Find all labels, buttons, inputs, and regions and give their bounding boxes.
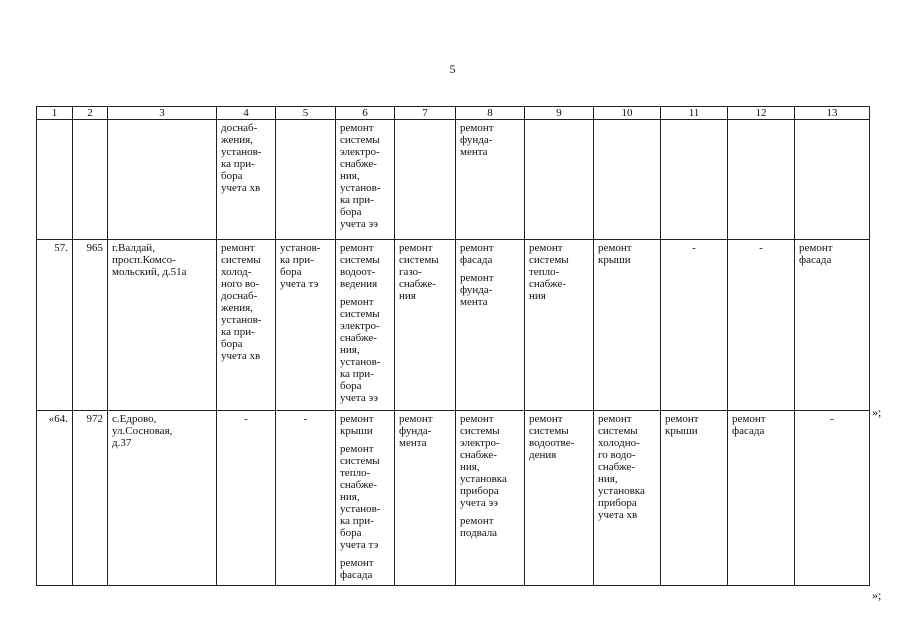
header-cell-6: 6	[336, 107, 395, 120]
cell-text-line: системы	[340, 254, 380, 266]
table-cell-col-5	[276, 240, 336, 411]
cell-text-line: фунда-	[399, 425, 432, 437]
cell-text-line: установ-	[221, 146, 262, 158]
cell-text-line: системы	[340, 308, 380, 320]
cell-text-line: снабже-	[340, 479, 377, 491]
cell-paragraph	[460, 515, 520, 539]
cell-text-line: с.Едрово,	[112, 413, 157, 425]
cell-paragraph	[529, 242, 589, 302]
cell-text-line: системы	[529, 254, 569, 266]
cell-text-line: холодно-	[598, 437, 640, 449]
cell-text-line: доснаб-	[221, 290, 258, 302]
cell-text-line: ремонт	[529, 242, 563, 254]
cell-text-line: установ-	[280, 242, 321, 254]
cell-text-line: прибора	[460, 485, 499, 497]
table-cell-col-5	[276, 120, 336, 240]
cell-text-line: электро-	[460, 437, 500, 449]
cell-text-line: ния,	[340, 344, 360, 356]
cell-text-line: дения	[529, 449, 557, 461]
table-cell-col-1: 57.	[37, 240, 73, 411]
cell-text-line: бора	[221, 338, 243, 350]
cell-text-line: ремонт	[340, 557, 374, 569]
header-cell-1: 1	[37, 107, 73, 120]
row-suffix-64: »;	[872, 588, 882, 602]
cell-text-line: ремонт	[460, 122, 494, 134]
cell-text-line: ул.Сосновая,	[112, 425, 173, 437]
cell-text-line: ремонт	[529, 413, 563, 425]
table-cell-col-12: -	[728, 240, 795, 411]
cell-text-line: снабже-	[598, 461, 635, 473]
cell-text-line: фунда-	[460, 284, 493, 296]
table-row	[37, 240, 870, 411]
table-cell-col-6	[336, 411, 395, 586]
table-cell-col-2: 972	[73, 411, 108, 586]
cell-text-line: водоот-	[340, 266, 376, 278]
table-row	[37, 411, 870, 586]
cell-text-line: ремонт	[340, 413, 374, 425]
cell-text-line: прибора	[598, 497, 637, 509]
table-cell-col-4: -	[217, 411, 276, 586]
header-cell-8: 8	[456, 107, 525, 120]
header-cell-3: 3	[108, 107, 217, 120]
header-cell-11: 11	[661, 107, 728, 120]
cell-paragraph	[221, 242, 271, 362]
cell-text-line: ния	[529, 290, 546, 302]
cell-text-line: учета тэ	[280, 278, 319, 290]
cell-text-line: ремонт	[340, 443, 374, 455]
header-cell-10: 10	[594, 107, 661, 120]
cell-text-line: просп.Комсо-	[112, 254, 176, 266]
cell-text-line: бора	[221, 170, 243, 182]
cell-text-line: учета тэ	[340, 539, 379, 551]
cell-text-line: ремонт	[460, 515, 494, 527]
cell-text-line: системы	[399, 254, 439, 266]
cell-text-line: тепло-	[340, 467, 371, 479]
cell-paragraph	[112, 413, 212, 449]
cell-paragraph	[460, 122, 520, 158]
cell-text-line: ния,	[340, 170, 360, 182]
cell-text-line: ремонт	[399, 413, 433, 425]
cell-text-line: ремонт	[799, 242, 833, 254]
cell-text-line: крыши	[665, 425, 698, 437]
cell-text-line: ния,	[340, 491, 360, 503]
cell-text-line: фасада	[460, 254, 493, 266]
cell-text-line: снабже-	[340, 332, 377, 344]
cell-paragraph	[460, 272, 520, 308]
row-suffix-57: »;	[872, 405, 882, 419]
header-row	[37, 107, 870, 120]
cell-text-line: водоотве-	[529, 437, 575, 449]
cell-text-line: ния,	[460, 461, 480, 473]
cell-text-line: бора	[340, 380, 362, 392]
cell-text-line: фунда-	[460, 134, 493, 146]
table-cell-col-9	[525, 120, 594, 240]
cell-text-line: установка	[598, 485, 645, 497]
cell-text-line: ремонт	[598, 242, 632, 254]
cell-text-line: ремонт	[340, 122, 374, 134]
table-cell-col-7	[395, 120, 456, 240]
cell-text-line: ремонт	[340, 296, 374, 308]
table-row	[37, 120, 870, 240]
cell-paragraph	[732, 413, 790, 437]
cell-text-line: крыши	[598, 254, 631, 266]
table-cell-col-10	[594, 240, 661, 411]
cell-text-line: бора	[340, 527, 362, 539]
cell-text-line: ремонт	[399, 242, 433, 254]
header-cell-9: 9	[525, 107, 594, 120]
cell-text-line: учета ээ	[340, 218, 378, 230]
header-cell-12: 12	[728, 107, 795, 120]
table-cell-col-7	[395, 240, 456, 411]
cell-text-line: учета хв	[221, 182, 261, 194]
cell-text-line: учета ээ	[340, 392, 378, 404]
table-cell-col-13	[795, 240, 870, 411]
works-table	[36, 106, 870, 586]
cell-paragraph	[340, 443, 390, 551]
cell-paragraph	[460, 242, 520, 266]
cell-text-line: го водо-	[598, 449, 636, 461]
cell-text-line: ремонт	[221, 242, 255, 254]
cell-text-line: учета хв	[598, 509, 638, 521]
header-cell-5: 5	[276, 107, 336, 120]
cell-paragraph	[112, 242, 212, 278]
cell-paragraph	[340, 296, 390, 404]
page-number: 5	[449, 62, 456, 76]
table-cell-col-1: «64.	[37, 411, 73, 586]
cell-text-line: тепло-	[529, 266, 560, 278]
cell-text-line: подвала	[460, 527, 498, 539]
cell-paragraph	[529, 413, 589, 461]
cell-text-line: ремонт	[598, 413, 632, 425]
table-cell-col-12	[728, 120, 795, 240]
cell-text-line: мента	[460, 296, 488, 308]
cell-text-line: системы	[340, 134, 380, 146]
cell-text-line: ного во-	[221, 278, 260, 290]
cell-text-line: ремонт	[460, 272, 494, 284]
table-cell-col-3	[108, 411, 217, 586]
cell-text-line: ния	[399, 290, 416, 302]
cell-paragraph	[598, 242, 656, 266]
table-cell-col-11: -	[661, 240, 728, 411]
header-cell-7: 7	[395, 107, 456, 120]
header-cell-4: 4	[217, 107, 276, 120]
table-cell-col-4	[217, 120, 276, 240]
table-cell-col-10	[594, 120, 661, 240]
table-cell-col-10	[594, 411, 661, 586]
cell-text-line: системы	[598, 425, 638, 437]
header-cell-13: 13	[795, 107, 870, 120]
table-cell-col-12	[728, 411, 795, 586]
cell-text-line: ка при-	[221, 326, 255, 338]
cell-paragraph	[340, 557, 390, 581]
cell-text-line: электро-	[340, 146, 380, 158]
cell-paragraph	[340, 413, 390, 437]
table-cell-col-13	[795, 120, 870, 240]
cell-text-line: установ-	[340, 503, 381, 515]
cell-text-line: мента	[460, 146, 488, 158]
table-cell-col-3	[108, 120, 217, 240]
cell-text-line: ремонт	[340, 242, 374, 254]
cell-paragraph	[399, 413, 451, 449]
table-cell-col-1	[37, 120, 73, 240]
table-cell-col-5: -	[276, 411, 336, 586]
cell-paragraph	[665, 413, 723, 437]
table-cell-col-9	[525, 240, 594, 411]
cell-text-line: системы	[221, 254, 261, 266]
cell-text-line: электро-	[340, 320, 380, 332]
cell-text-line: мольский, д.51а	[112, 266, 187, 278]
table-cell-col-8	[456, 120, 525, 240]
cell-text-line: бора	[280, 266, 302, 278]
cell-text-line: ремонт	[460, 242, 494, 254]
table-cell-col-8	[456, 240, 525, 411]
cell-paragraph	[340, 242, 390, 290]
cell-text-line: бора	[340, 206, 362, 218]
cell-paragraph	[460, 413, 520, 509]
cell-text-line: ка при-	[340, 515, 374, 527]
cell-text-line: системы	[460, 425, 500, 437]
cell-text-line: ремонт	[665, 413, 699, 425]
cell-text-line: ведения	[340, 278, 378, 290]
cell-text-line: г.Валдай,	[112, 242, 155, 254]
cell-text-line: системы	[340, 455, 380, 467]
table-cell-col-9	[525, 411, 594, 586]
table-cell-col-4	[217, 240, 276, 411]
cell-text-line: крыши	[340, 425, 373, 437]
cell-paragraph	[799, 242, 865, 266]
cell-text-line: мента	[399, 437, 427, 449]
cell-text-line: учета ээ	[460, 497, 498, 509]
cell-text-line: жения,	[221, 302, 253, 314]
cell-text-line: ремонт	[732, 413, 766, 425]
table-cell-col-13: -	[795, 411, 870, 586]
table-cell-col-11	[661, 120, 728, 240]
table-cell-col-3	[108, 240, 217, 411]
cell-text-line: холод-	[221, 266, 252, 278]
table-cell-col-2: 965	[73, 240, 108, 411]
table-cell-col-7	[395, 411, 456, 586]
cell-text-line: фасада	[732, 425, 765, 437]
cell-paragraph	[598, 413, 656, 521]
header-cell-2: 2	[73, 107, 108, 120]
cell-text-line: учета хв	[221, 350, 261, 362]
cell-paragraph	[221, 122, 271, 194]
cell-text-line: газо-	[399, 266, 422, 278]
table-cell-col-8	[456, 411, 525, 586]
cell-paragraph	[340, 122, 390, 230]
table-cell-col-2	[73, 120, 108, 240]
cell-paragraph	[280, 242, 331, 290]
table-cell-col-6	[336, 120, 395, 240]
cell-text-line: снабже-	[340, 158, 377, 170]
cell-text-line: фасада	[799, 254, 832, 266]
cell-text-line: снабже-	[529, 278, 566, 290]
cell-text-line: установ-	[340, 182, 381, 194]
cell-text-line: ка при-	[221, 158, 255, 170]
cell-text-line: системы	[529, 425, 569, 437]
cell-text-line: снабже-	[399, 278, 436, 290]
cell-text-line: установ-	[340, 356, 381, 368]
cell-text-line: ния,	[598, 473, 618, 485]
cell-text-line: жения,	[221, 134, 253, 146]
cell-paragraph	[399, 242, 451, 302]
cell-text-line: доснаб-	[221, 122, 258, 134]
cell-text-line: установ-	[221, 314, 262, 326]
cell-text-line: ремонт	[460, 413, 494, 425]
cell-text-line: установка	[460, 473, 507, 485]
cell-text-line: ка при-	[340, 194, 374, 206]
cell-text-line: снабже-	[460, 449, 497, 461]
cell-text-line: ка при-	[340, 368, 374, 380]
table-cell-col-11	[661, 411, 728, 586]
cell-text-line: фасада	[340, 569, 373, 581]
cell-text-line: д.37	[112, 437, 132, 449]
cell-text-line: ка при-	[280, 254, 314, 266]
table-cell-col-6	[336, 240, 395, 411]
